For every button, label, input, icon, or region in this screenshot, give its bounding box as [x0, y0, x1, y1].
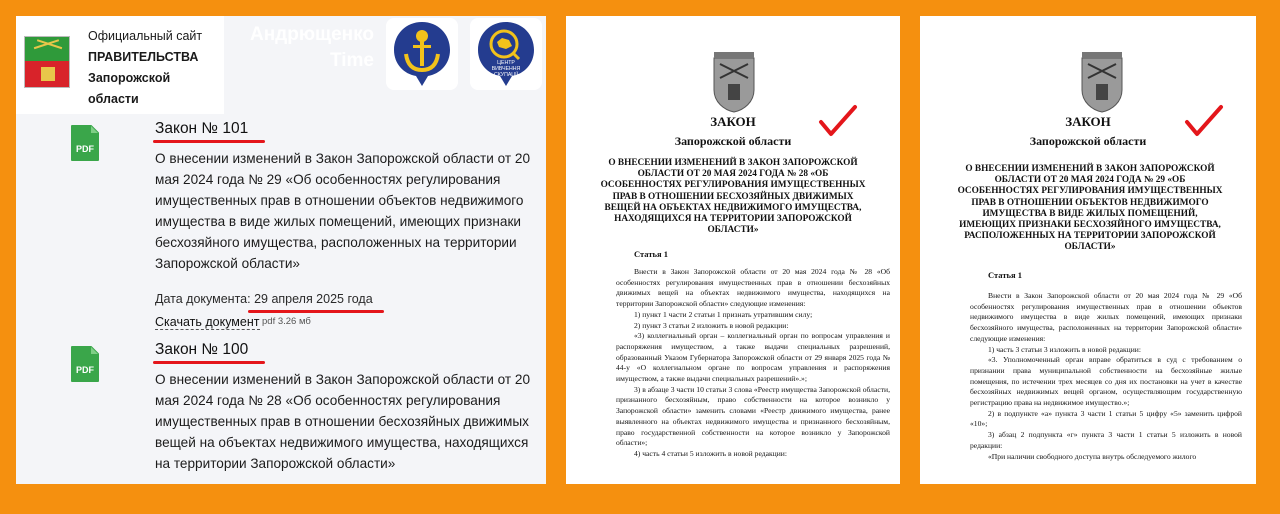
site-title[interactable] — [88, 26, 202, 110]
document-subject: О ВНЕСЕНИИ ИЗМЕНЕНИЙ В ЗАКОН ЗАПОРОЖСКОЙ ОБЛАСТИ ОТ 20 МАЯ 2024 ГОДА № 29 «ОБ ОСОБЕННОСТЯХ РЕГУЛИРОВАНИЯ ИМУЩЕСТВЕННЫХ ПРАВ В ОТНОШЕНИИ ОБЪЕКТОВ НЕДВИЖИМОГО ИМУЩЕСТВА В ВИДЕ ЖИЛЫХ ПОМЕЩЕНИЙ, ИМЕЮЩИХ ПРИЗНАКИ БЕСХОЗЯЙНОГО ИМУЩЕСТВА, РАСПОЛОЖЕННЫХ НА ТЕРРИТОРИИ ЗАПОРОЖСКОЙ ОБЛАСТИ» — [957, 164, 1223, 253]
download-document-link[interactable]: Скачать документ — [155, 315, 260, 329]
law-title[interactable]: Закон № 100 — [155, 341, 249, 358]
pdf-file-icon[interactable] — [70, 345, 100, 383]
document-paragraph: Внести в Закон Запорожской области от 20 мая 2024 года № 29 «Об особенностях регулирования имущественных прав в отношении объектов недвижимого имущества в виде жилых помещений, имеющих признаки бесхозяйного имущества, расположенных на территории Запорожской области» следующие изменения: — [970, 291, 1242, 343]
document-date-label: Дата документа: — [155, 292, 251, 306]
website-screenshot-panel — [16, 16, 546, 484]
document-paragraph: 1) пункт 1 части 2 статьи 1 признать утратившим силу; — [634, 309, 813, 319]
site-title-line3: Запорожской — [88, 71, 171, 85]
site-header — [16, 16, 224, 114]
anchor-logo — [386, 18, 458, 90]
red-underline — [153, 140, 265, 143]
law-description: О внесении изменений в Закон Запорожской области от 20 мая 2024 года № 28 «Об особенностях регулирования имущественных прав в отношении бесхозяйных движимых вещей на объектах недвижимого имущества, находящихся на территории Запорожской области» — [155, 372, 531, 471]
pdf-file-icon[interactable] — [70, 124, 100, 162]
law-title[interactable]: Закон № 101 — [155, 120, 249, 137]
document-law-word: ЗАКОН — [1065, 114, 1111, 129]
document-law-word: ЗАКОН — [710, 114, 756, 129]
document-paragraph: «3. Уполномоченный орган вправе обратиться в суд с требованием о признании права муниципальной собственности на бесхозяйные жилые помещения, по истечении трех месяцев со дня их постановки на учет в качестве бесхозяйных недвижимых вещей органом, осуществляющим государственную регистрацию права на недвижимое имущество.»; — [970, 355, 1242, 408]
red-underline — [248, 310, 384, 313]
document-paragraph: 4) часть 4 статьи 5 изложить в новой редакции: — [634, 448, 787, 458]
brand-line2: Time — [329, 50, 374, 71]
document-body — [970, 291, 1242, 462]
magnifier-map-icon — [470, 18, 542, 90]
document-paragraph: 2) в подпункте «а» пункта 3 части 1 статьи 5 цифру «5» заменить цифрой «10»; — [970, 408, 1242, 429]
logo-text-line1: ЦЕНТР — [497, 60, 515, 66]
document-paragraph: 3) абзац 2 подпункта «г» пункта 3 части 1 статьи 5 изложить в новой редакции: — [970, 430, 1242, 450]
law-document-page — [920, 16, 1256, 484]
document-paragraph: Внести в Закон Запорожской области от 20 мая 2024 года № 28 «Об особенностях регулирования имущественных прав в отношении бесхозяйных движимых вещей на объектах недвижимого имущества, находящихся на территории Запорожской области» следующие изменения: — [616, 267, 890, 309]
document-paragraph: 1) часть 3 статьи 3 изложить в новой редакции: — [988, 344, 1141, 354]
document-heading — [566, 114, 900, 149]
document-subject: О ВНЕСЕНИИ ИЗМЕНЕНИЙ В ЗАКОН ЗАПОРОЖСКОЙ ОБЛАСТИ ОТ 20 МАЯ 2024 ГОДА № 28 «ОБ ОСОБЕННОСТЯХ РЕГУЛИРОВАНИЯ ИМУЩЕСТВЕННЫХ ПРАВ В ОТНОШЕНИИ БЕСХОЗЯЙНЫХ ДВИЖИМЫХ ВЕЩЕЙ НА ОБЪЕКТАХ НЕДВИЖИМОГО ИМУЩЕСТВА, НАХОДЯЩИХСЯ НА ТЕРРИТОРИИ ЗАПОРОЖСКОЙ ОБЛАСТИ» — [600, 158, 866, 236]
coat-of-arms-icon — [710, 50, 758, 114]
document-date — [155, 292, 373, 306]
document-heading — [920, 114, 1256, 149]
law-description: О внесении изменений в Закон Запорожской области от 20 мая 2024 года № 29 «Об особенностях регулирования имущественных прав в отношении объектов недвижимого имущества в виде жилых помещений, имеющих признаки бесхозяйного имущества, расположенных на территории Запорожской области» — [155, 151, 531, 271]
zaporozhye-emblem-icon — [24, 36, 70, 88]
document-paragraph: «При наличии свободного доступа внутрь обследуемого жилого — [988, 451, 1197, 461]
document-paragraph: «3) коллегиальный орган – коллегиальный орган по вопросам управления и распоряжения имуществом, а также выдачи специальных разрешений, образованный Указом Губернатора Запорожской области от 29 января 2025 года № 44-у «О коллегиальном органе по вопросам управления и распоряжения имуществом, а также выдачи специальных разрешений».»; — [616, 331, 890, 384]
document-article: Статья 1 — [988, 270, 1022, 280]
document-paragraph: 2) пункт 3 статьи 2 изложить в новой редакции: — [634, 320, 789, 330]
logo-text-line2: ВИВЧЕННЯ — [491, 66, 521, 72]
document-region: Запорожской области — [674, 134, 792, 148]
site-title-line2: ПРАВИТЕЛЬСТВА — [88, 50, 199, 64]
document-paragraph: 3) в абзаце 3 части 10 статьи 3 слова «Реестр имущества Запорожской области, признанного бесхозяйным, право собственности на которое возникло у Запорожской области» заменить словами «Реестр движимого имущества, ранее выявленного на объектах недвижимого имущества и признанного бесхозяйным, право государственной собственности на которое возникло у Запорожской области»; — [616, 384, 890, 448]
center-study-occupation-logo — [470, 18, 542, 90]
anchor-icon — [386, 18, 458, 90]
coat-of-arms-icon — [1078, 50, 1126, 114]
brand-name — [232, 22, 374, 74]
file-meta: pdf 3.26 мб — [262, 316, 311, 327]
document-body — [616, 267, 890, 460]
pdf-icon-label: PDF — [76, 144, 94, 154]
document-date-value: 29 апреля 2025 года — [254, 292, 373, 306]
site-title-line4: области — [88, 92, 139, 106]
document-article: Статья 1 — [634, 249, 668, 259]
document-region: Запорожской области — [1029, 134, 1147, 148]
brand-line1: Андрющенко — [249, 24, 374, 45]
red-underline — [153, 361, 265, 364]
logo-text-line3: СКУПАЦІЇ — [493, 72, 519, 78]
law-document-page — [566, 16, 900, 484]
site-title-line1: Официальный сайт — [88, 29, 203, 43]
pdf-icon-label: PDF — [76, 365, 94, 375]
